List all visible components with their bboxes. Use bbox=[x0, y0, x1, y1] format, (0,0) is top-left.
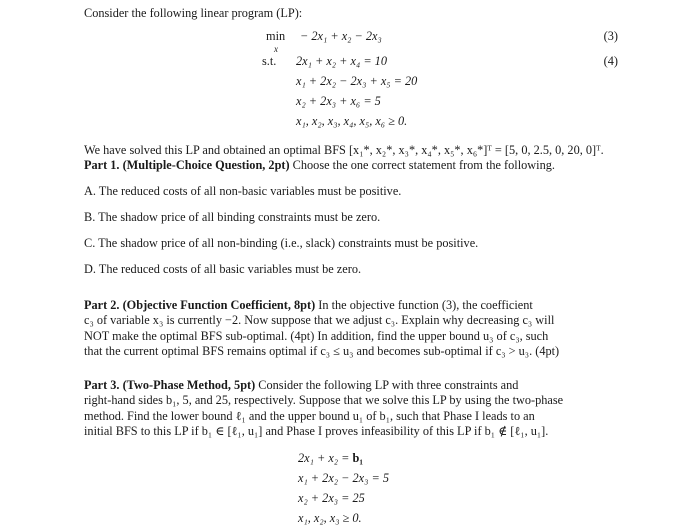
option-d: D. The reduced costs of all basic variables must be zero. bbox=[84, 262, 362, 276]
part3-constraint-2: x₁ + 2x₂ − 2x₃ = 5 bbox=[298, 471, 389, 485]
lp-constraint-3: x₂ + 2x₃ + x₆ = 5 bbox=[296, 94, 381, 108]
part3-constraint-1 bbox=[298, 451, 363, 466]
lp-constraint-1: 2x₁ + x₂ + x₄ = 10 bbox=[296, 54, 387, 68]
lp-nonnegativity: x₁, x₂, x₃, x₄, x₅, x₆ ≥ 0. bbox=[296, 114, 408, 128]
lp-constraint-2: x₁ + 2x₂ − 2x₃ + x₅ = 20 bbox=[296, 74, 418, 88]
part1-text: Choose the one correct statement from the following. bbox=[289, 158, 555, 172]
lp-objective: − 2x₁ + x₂ − 2x₃ bbox=[300, 29, 382, 43]
option-a: A. The reduced costs of all non-basic variables must be positive. bbox=[84, 184, 402, 198]
solved-bfs-line: We have solved this LP and obtained an optimal BFS [x₁*, x₂*, x₃*, x₄*, x₅*, x₆*]ᵀ = [5, 0, 2.5, 0, 20, 0]ᵀ. bbox=[84, 143, 604, 157]
part3-line-2: right-hand sides b₁, 5, and 25, respectively. Suppose that we solve this LP by using the two-phase bbox=[84, 393, 564, 408]
option-b: B. The shadow price of all binding constraints must be zero. bbox=[84, 210, 381, 224]
part1-heading bbox=[84, 158, 555, 173]
equation-number-4: (4) bbox=[603, 54, 618, 68]
part3-nonnegativity: x₁, x₂, x₃ ≥ 0. bbox=[298, 511, 362, 525]
lp-st-label: s.t. bbox=[262, 54, 277, 68]
part3-line-3: method. Find the lower bound ℓ₁ and the upper bound u₁ of b₁, such that Phase I leads to an bbox=[84, 408, 535, 423]
option-c: C. The shadow price of all non-binding (i.e., slack) constraints must be positive. bbox=[84, 236, 479, 250]
part2-line-3: NOT make the optimal BFS sub-optimal. (4pt) In addition, find the upper bound u₃ of c₃, such bbox=[84, 328, 549, 343]
part3-constraint-3: x₂ + 2x₃ = 25 bbox=[298, 491, 365, 505]
part2-line-4: that the current optimal BFS remains optimal if c₃ ≤ u₃ and becomes sub-optimal if c₃ > u₃. (4pt) bbox=[84, 344, 560, 359]
equation-number-3: (3) bbox=[603, 29, 618, 43]
part3-title: Part 3. (Two-Phase Method, 5pt) bbox=[84, 378, 256, 392]
part2-title: Part 2. (Objective Function Coefficient, 8pt) bbox=[84, 298, 316, 312]
lp-min-label: min bbox=[266, 29, 286, 43]
part3-line-1: Consider the following LP with three constraints and bbox=[255, 378, 519, 392]
part3-line-4: initial BFS to this LP if b₁ ∈ [ℓ₁, u₁] and Phase I proves infeasibility of this LP if b₁ ∉ [ℓ₁, u₁]. bbox=[84, 424, 549, 439]
part2-line-1: In the objective function (3), the coefficient bbox=[315, 298, 533, 312]
intro-text: Consider the following linear program (LP): bbox=[84, 6, 303, 20]
part2-line-2: c₃ of variable x₃ is currently −2. Now suppose that we adjust c₃. Explain why decreasing c₃ will bbox=[84, 313, 555, 328]
part3-constraint-1-lhs: 2x₁ + x₂ = bbox=[298, 451, 353, 465]
lp-min-subscript: x bbox=[274, 44, 278, 54]
part2-paragraph bbox=[84, 298, 618, 359]
part3-paragraph bbox=[84, 378, 618, 439]
part1-title: Part 1. (Multiple-Choice Question, 2pt) bbox=[84, 158, 290, 172]
part3-b1: b₁ bbox=[352, 451, 364, 465]
